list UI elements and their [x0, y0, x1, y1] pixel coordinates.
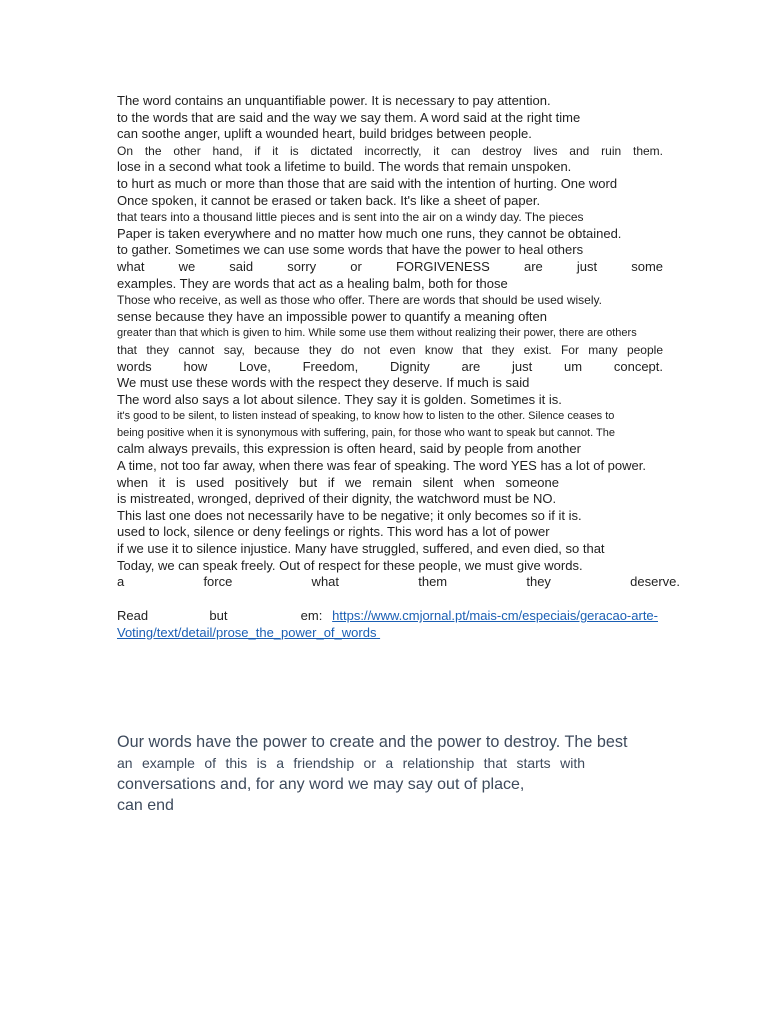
text-line: to gather. Sometimes we can use some words that have the power to heal others [117, 242, 584, 258]
text-line: Those who receive, as well as those who offer. There are words that should be used wisely. [117, 293, 602, 308]
text-line: to hurt as much or more than those that are said with the intention of hurting. One word [117, 175, 618, 191]
text-line: Paper is taken everywhere and no matter how much one runs, they cannot be obtained. [117, 225, 622, 241]
second-paragraph [117, 732, 663, 816]
text-line: On the other hand, if it is dictated incorrectly, it can destroy lives and ruin them. [117, 143, 663, 158]
text-line: conversations and, for any word we may say out of place, [117, 776, 525, 793]
text-line: sense because they have an impossible power to quantify a meaning often [117, 308, 547, 324]
text-line: an example of this is a friendship or a relationship that starts with [117, 755, 585, 771]
text-line: what we said sorry or FORGIVENESS are just some [117, 258, 663, 274]
text-line: if we use it to silence injustice. Many have struggled, suffered, and even died, so that [117, 541, 605, 557]
em-label: em: [300, 608, 323, 623]
text-line: The word contains an unquantifiable power. It is necessary to pay attention. [117, 93, 551, 108]
text-line: used to lock, silence or deny feelings or rights. This word has a lot of power [117, 524, 550, 540]
text-line: can end [117, 797, 174, 814]
text-line: it's good to be silent, to listen instead of speaking, to know how to listen to the other. Silence ceases to [117, 410, 615, 423]
source-reference [117, 608, 663, 641]
source-line-continued [117, 625, 663, 642]
text-line: can soothe anger, uplift a wounded heart, build bridges between people. [117, 126, 532, 142]
text-line: greater than that which is given to him. While some use them without realizing their power, there are others [117, 327, 637, 340]
text-line: Today, we can speak freely. Out of respect for these people, we must give words. [117, 557, 583, 573]
text-line: calm always prevails, this expression is often heard, said by people from another [117, 441, 581, 457]
text-line: being positive when it is synonymous with suffering, pain, for those who want to speak but cannot. The [117, 426, 615, 439]
text-line: examples. They are words that act as a healing balm, both for those [117, 275, 508, 291]
text-line: a force what them they deserve. [117, 574, 680, 590]
text-line: that they cannot say, because they do not even know that they exist. For many people [117, 342, 663, 357]
text-line: when it is used positively but if we remain silent when someone [117, 474, 559, 490]
text-line: The word also says a lot about silence. They say it is golden. Sometimes it is. [117, 391, 562, 407]
text-line: words how Love, Freedom, Dignity are just um concept. [117, 358, 663, 374]
text-line: is mistreated, wronged, deprived of their dignity, the watchword must be NO. [117, 491, 557, 507]
source-line [117, 608, 658, 625]
text-line: A time, not too far away, when there was fear of speaking. The word YES has a lot of power. [117, 458, 646, 474]
link-underline-trail [376, 625, 414, 642]
text-line: Once spoken, it cannot be erased or taken back. It's like a sheet of paper. [117, 192, 541, 208]
text-line: Our words have the power to create and the power to destroy. The best [117, 733, 628, 751]
source-link-continued[interactable]: Voting/text/detail/prose_the_power_of_words [117, 624, 377, 640]
text-line: This last one does not necessarily have to be negative; it only becomes so if it is. [117, 507, 582, 523]
read-label: Read [117, 608, 149, 623]
text-line: We must use these words with the respect they deserve. If much is said [117, 375, 530, 391]
text-line: to the words that are said and the way we say them. A word said at the right time [117, 109, 581, 125]
source-link[interactable]: https://www.cmjornal.pt/mais-cm/especiais/geracao-arte- [332, 608, 658, 623]
text-line: that tears into a thousand little pieces and is sent into the air on a windy day. The pieces [117, 210, 584, 225]
main-paragraph [117, 93, 680, 591]
text-line: lose in a second what took a lifetime to build. The words that remain unspoken. [117, 159, 572, 175]
but-label: but [209, 608, 228, 623]
